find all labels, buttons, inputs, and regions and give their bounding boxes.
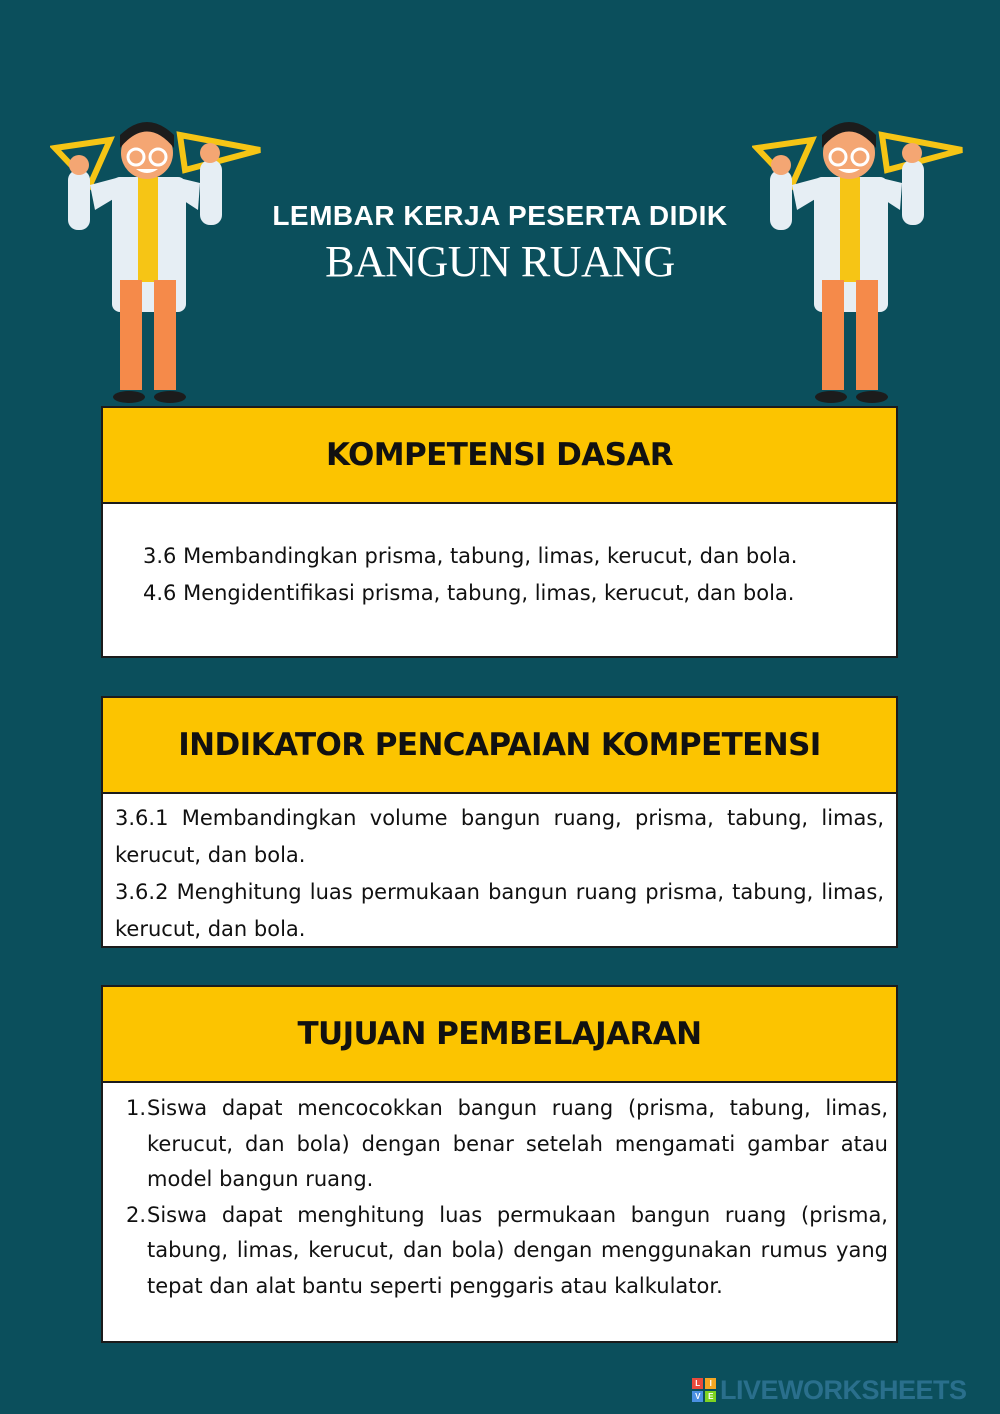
section-body <box>103 504 896 612</box>
list-text: Siswa dapat menghitung luas permukaan bangun ruang (prisma, tabung, limas, kerucut, dan bola) dengan menggunakan rumus yang tepat dan alat bantu seperti penggaris atau kalkulator. <box>147 1202 888 1298</box>
liveworksheets-watermark <box>692 1376 967 1404</box>
section-body <box>103 1083 896 1304</box>
competency-line: 3.6 Membandingkan prisma, tabung, limas, kerucut, dan bola. <box>143 544 798 568</box>
page-title <box>220 196 780 288</box>
kompetensi-dasar-card <box>101 406 898 658</box>
list-item <box>115 1198 888 1305</box>
indicator-line: 3.6.2 Menghitung luas permukaan bangun ruang prisma, tabung, limas, kerucut, dan bola. <box>115 880 884 941</box>
list-text: Siswa dapat mencocokkan bangun ruang (prisma, tabung, limas, kerucut, dan bola) dengan benar setelah mengamati gambar atau model bangun ruang. <box>147 1096 888 1191</box>
list-number: 2. <box>125 1202 146 1227</box>
scientist-illustration-right <box>752 115 967 410</box>
tujuan-card <box>101 985 898 1343</box>
watermark-text: LIVEWORKSHEETS <box>720 1374 967 1405</box>
section-heading: KOMPETENSI DASAR <box>103 408 896 504</box>
logo-letter: V <box>692 1391 703 1402</box>
list-item <box>115 1091 888 1198</box>
indikator-card <box>101 696 898 948</box>
list-number: 1. <box>125 1096 146 1120</box>
title-line-1: LEMBAR KERJA PESERTA DIDIK <box>272 200 728 231</box>
competency-line: 4.6 Mengidentifikasi prisma, tabung, limas, kerucut, dan bola. <box>143 581 795 605</box>
section-heading: TUJUAN PEMBELAJARAN <box>103 987 896 1083</box>
section-heading: INDIKATOR PENCAPAIAN KOMPETENSI <box>103 698 896 794</box>
logo-letter: I <box>705 1378 716 1389</box>
title-line-2: BANGUN RUANG <box>325 237 675 286</box>
objective-list <box>115 1091 888 1304</box>
section-body <box>103 794 896 948</box>
logo-letter: L <box>692 1378 703 1389</box>
logo-letter: E <box>705 1391 716 1402</box>
liveworksheets-logo-icon <box>692 1378 716 1402</box>
indicator-line: 3.6.1 Membandingkan volume bangun ruang, prisma, tabung, limas, kerucut, dan bola. <box>115 806 884 867</box>
